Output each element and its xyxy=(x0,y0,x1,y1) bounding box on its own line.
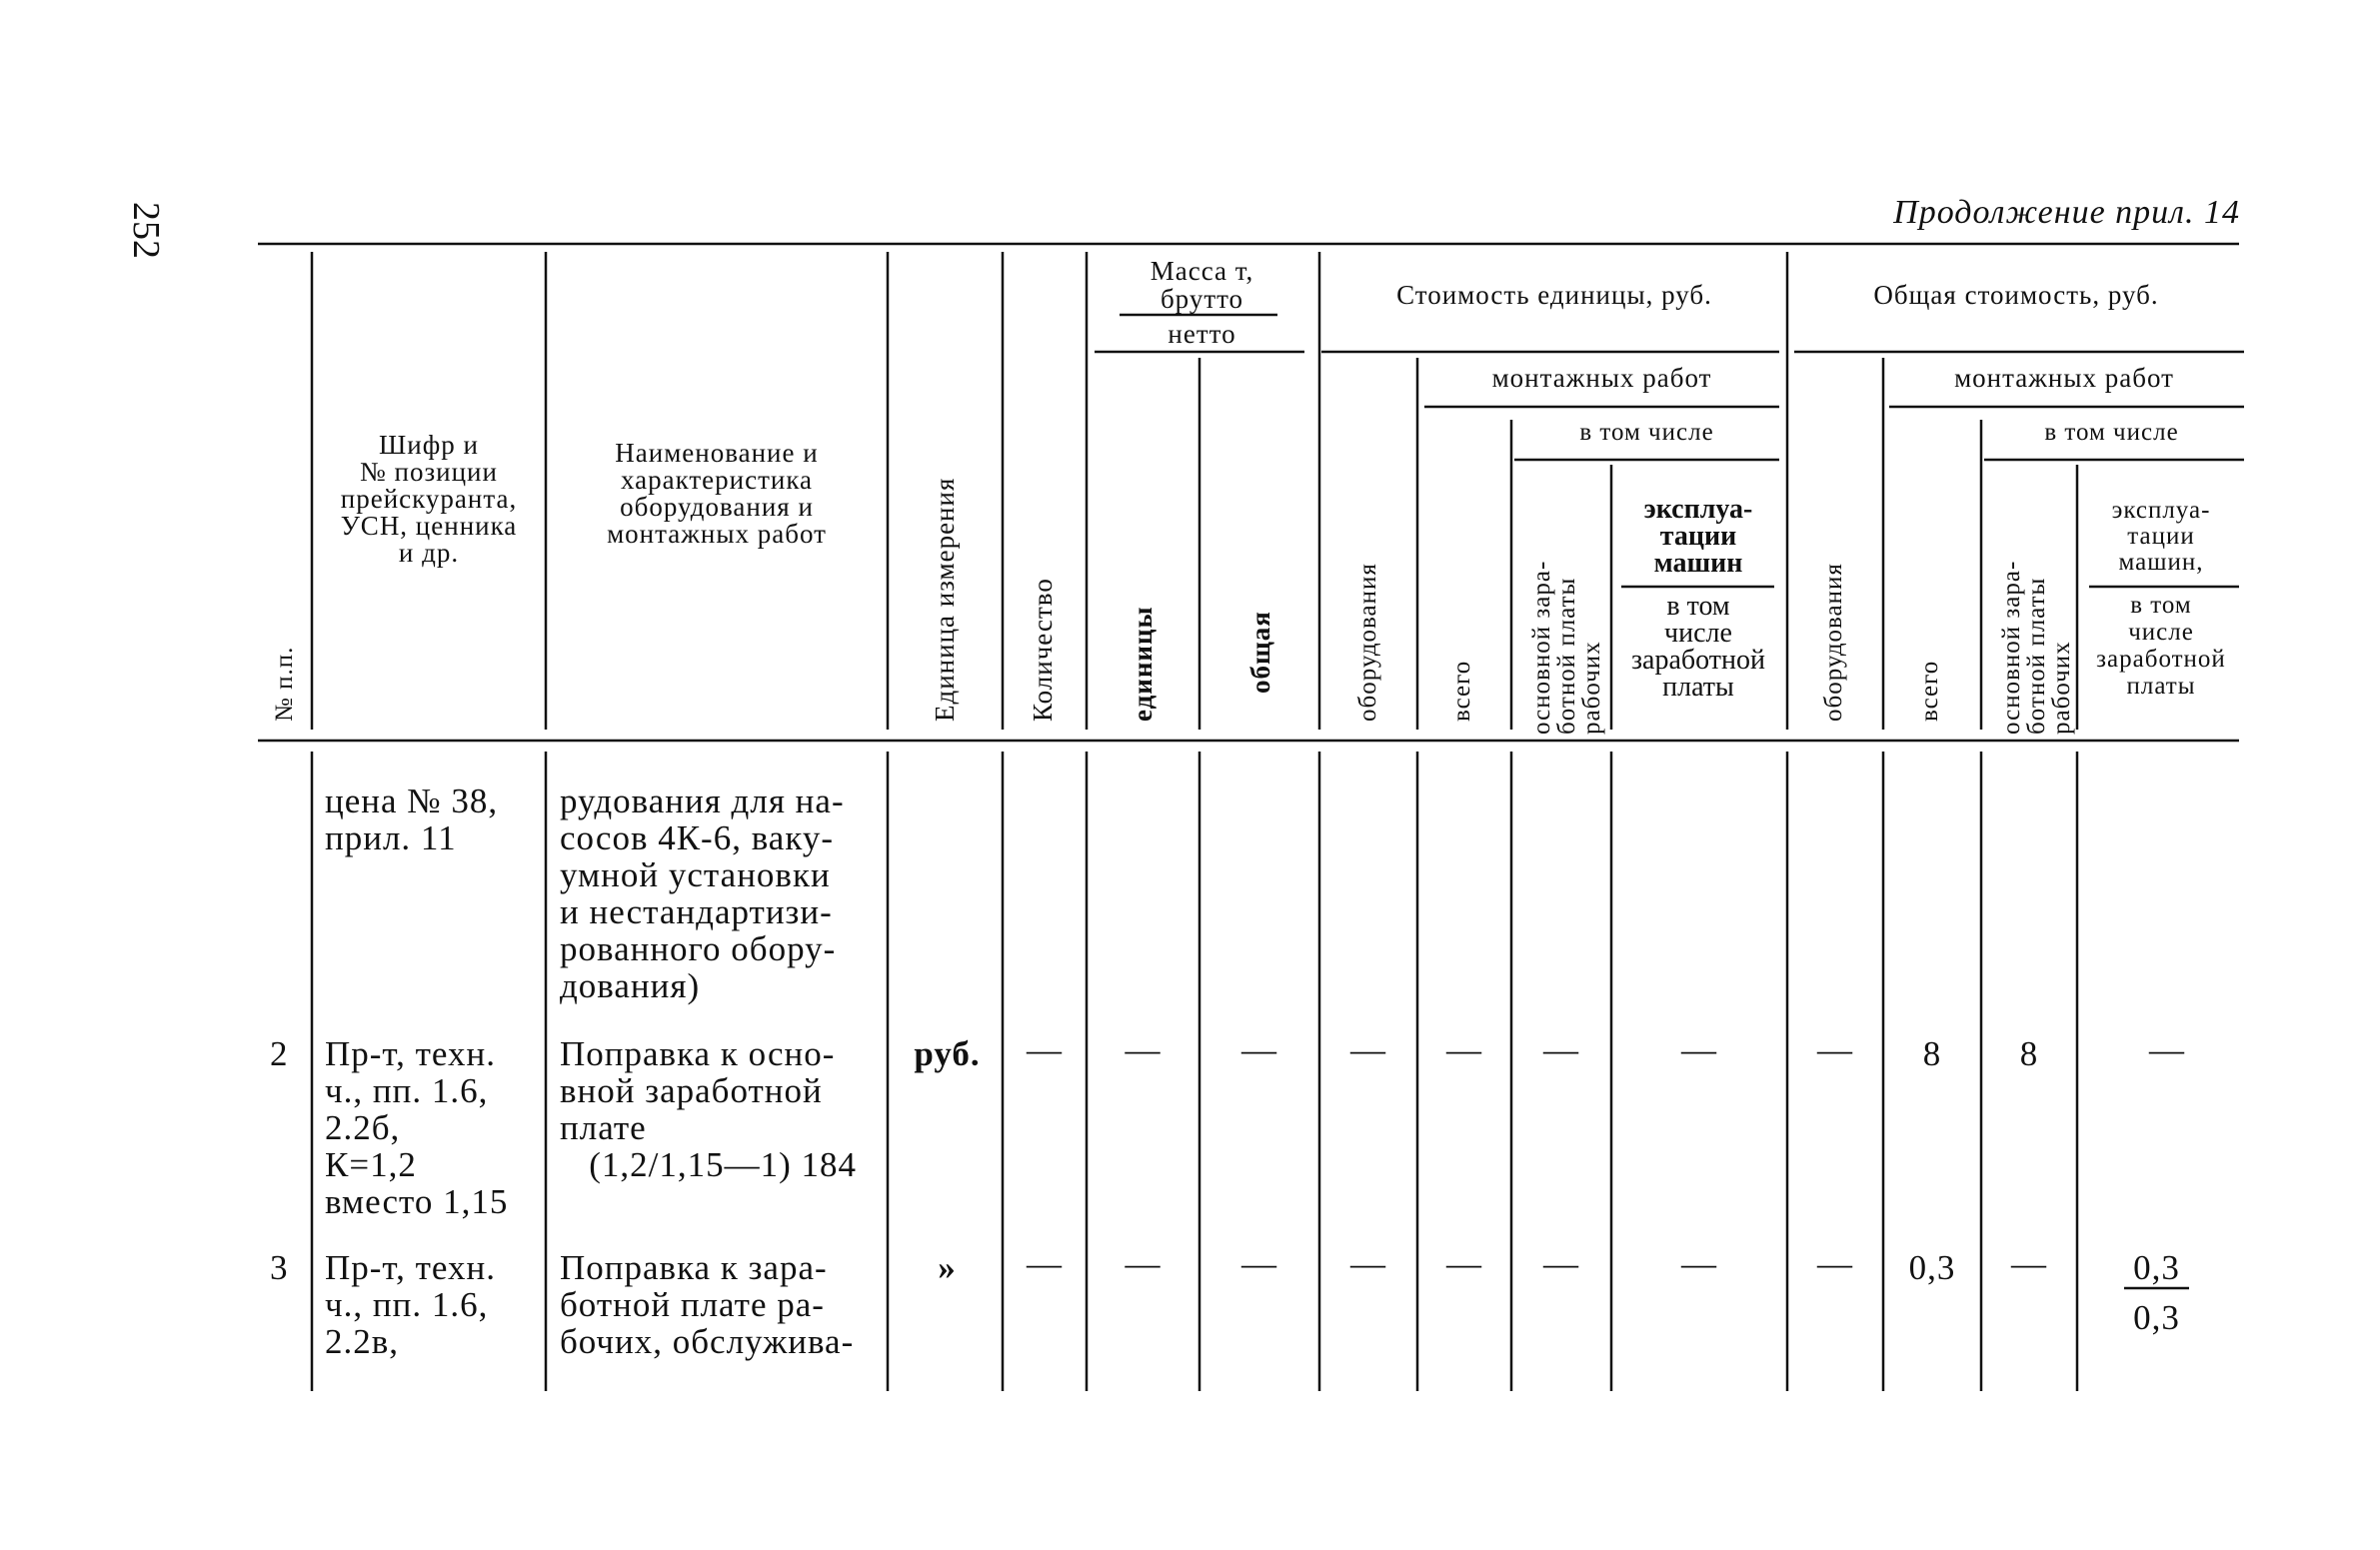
header-installation-total: монтажных работ xyxy=(1954,363,2174,393)
header-unit-cost: Стоимость единицы, руб. xyxy=(1396,280,1712,310)
row2-cell: 8 xyxy=(1922,1034,1942,1073)
row3-fraction-bottom: 0,3 xyxy=(2133,1298,2180,1337)
header-mass-title: Масса т, xyxy=(1150,256,1254,286)
header-code: Шифр и № позиции прейскуранта, УСН, ценника и др. xyxy=(340,430,518,568)
row2-cell: — xyxy=(1817,1030,1853,1069)
row3-name: Поправка к зара- ботной плате ра- бочих, обслужива- xyxy=(560,1248,855,1361)
header-incl-unit: в том числе xyxy=(1579,419,1714,446)
header-mass-unit: единицы xyxy=(1128,606,1158,722)
header-mass-total: общая xyxy=(1245,611,1275,694)
row3-code: Пр-т, техн. ч., пп. 1.6, 2.2в, xyxy=(325,1248,496,1361)
header-incl-total: в том числе xyxy=(2044,419,2179,446)
header-total-total: всего xyxy=(1916,660,1943,722)
continuation-title: Продолжение прил. 14 xyxy=(1893,194,2240,231)
header-base-wage-unit: основной зара- ботной платы рабочих xyxy=(1528,560,1605,735)
header-total-unit: всего xyxy=(1448,660,1475,722)
header-equipment-total: оборудования xyxy=(1820,563,1847,722)
row2-number: 2 xyxy=(270,1034,289,1073)
row2-cell: — xyxy=(1027,1030,1063,1069)
header-equipment-unit: оборудования xyxy=(1354,563,1381,722)
row2-cell: — xyxy=(1350,1030,1386,1069)
row3-cell: — xyxy=(1125,1244,1162,1283)
header-machines-total: эксплуа- тации машин, xyxy=(2111,497,2211,576)
header-mass-netto: нетто xyxy=(1168,319,1236,349)
row2-cell: — xyxy=(1446,1030,1482,1069)
row3-unit: » xyxy=(938,1248,957,1287)
row2-cell: — xyxy=(1241,1030,1277,1069)
header-machines-unit: эксплуа- тации машин xyxy=(1643,494,1753,579)
row2-unit: руб. xyxy=(914,1034,981,1073)
header-incl-wage-total: в том числе заработной платы xyxy=(2096,592,2226,700)
header-base-wage-total: основной зара- ботной платы рабочих xyxy=(1998,560,2075,735)
row1-code: цена № 38, прил. 11 xyxy=(325,781,499,857)
row3-cell: — xyxy=(1350,1244,1386,1283)
header-unit: Единица измерения xyxy=(930,477,960,722)
header-row-number: № п.п. xyxy=(271,646,298,722)
row2-cell: — xyxy=(1681,1030,1717,1069)
row2-code: Пр-т, техн. ч., пп. 1.6, 2.2б, К=1,2 вместо 1,15 xyxy=(325,1034,509,1221)
row3-cell: 0,3 xyxy=(1908,1248,1956,1287)
row3-cell: — xyxy=(1543,1244,1579,1283)
row3-cell: — xyxy=(1681,1244,1717,1283)
header-mass-brutto: брутто xyxy=(1160,284,1244,314)
row3-number: 3 xyxy=(270,1248,289,1287)
row2-cell: 8 xyxy=(2019,1034,2039,1073)
header-total-cost: Общая стоимость, руб. xyxy=(1873,280,2159,310)
row2-name: Поправка к осно- вной заработной плате (1,2/1,15—1) 184 xyxy=(560,1034,858,1184)
row2-cell: — xyxy=(1125,1030,1162,1069)
page-number: 252 xyxy=(125,202,167,259)
row3-cell: — xyxy=(1446,1244,1482,1283)
header-installation-unit: монтажных работ xyxy=(1491,363,1712,393)
row1-name: рудования для на- сосов 4К-6, ваку- умной установки и нестандартизи- рованного обору- дования) xyxy=(560,781,845,1005)
row3-cell: — xyxy=(1241,1244,1277,1283)
header-quantity: Количество xyxy=(1028,578,1058,722)
row2-cell: — xyxy=(1543,1030,1579,1069)
row3-cell: — xyxy=(1817,1244,1853,1283)
header-name: Наименование и характеристика оборудования и монтажных работ xyxy=(607,438,827,549)
row3-fraction-top: 0,3 xyxy=(2133,1248,2180,1287)
row3-cell: — xyxy=(1027,1244,1063,1283)
row3-cell: — xyxy=(2011,1244,2047,1283)
header-incl-wage-unit: в том числе заработной платы xyxy=(1631,591,1765,703)
row2-cell: — xyxy=(2149,1030,2185,1069)
